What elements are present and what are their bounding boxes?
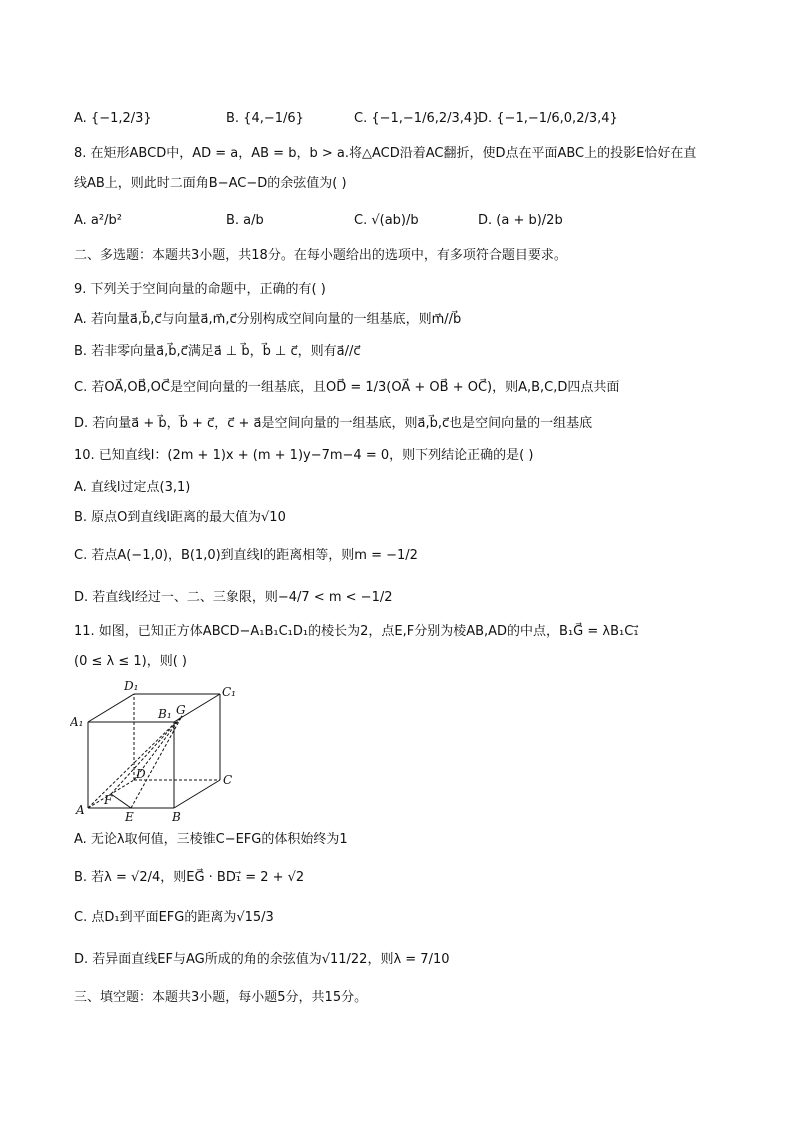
segment-f-g [111,716,182,794]
q7-option-b: B. {4,−1/6} [226,111,304,126]
q11-option-c: C. 点D₁到平面EFG的距离为√15/3 [74,910,274,925]
edge-a1-d1 [88,694,134,722]
q8-option-d: D. (a + b)/2b [478,213,563,228]
label-c: C [223,773,233,787]
label-d1: D₁ [124,679,139,693]
q7-option-c: C. {−1,−1/6,2/3,4} [354,111,481,126]
q9-option-c: C. 若OA⃗,OB⃗,OC⃗是空间向量的一组基底，且OD⃗ = 1/3(OA⃗ + OB⃗ + OC⃗)，则A,B,C,D四点共面 [74,380,620,395]
edge-b-c [174,780,220,808]
label-a: A [76,803,85,817]
q8-options [74,210,734,232]
label-a1: A₁ [70,715,84,729]
q11-stem-line2: (0 ≤ λ ≤ 1)，则( ) [74,654,187,669]
q9-option-d: D. 若向量a⃗ + b⃗，b⃗ + c⃗，c⃗ + a⃗是空间向量的一组基底，则a⃗,b⃗,c⃗也是空间向量的一组基底 [74,416,593,431]
q11-stem-line1: 11. 如图，已知正方体ABCD−A₁B₁C₁D₁的棱长为2，点E,F分别为棱AB,AD的中点，B₁G⃗ = λB₁C₁⃗ [74,624,639,639]
q8-stem-line2: 线AB上，则此时二面角B−AC−D的余弦值为( ) [74,176,347,191]
q10-option-d: D. 若直线l经过一、二、三象限，则−4/7 < m < −1/2 [74,590,393,605]
q9-option-b: B. 若非零向量a⃗,b⃗,c⃗满足a⃗ ⊥ b⃗，b⃗ ⊥ c⃗，则有a⃗//c⃗ [74,344,361,359]
q11-option-d: D. 若异面直线EF与AG所成的角的余弦值为√11/22，则λ = 7/10 [74,952,450,967]
label-b1: B₁ [158,707,172,721]
q7-option-a: A. {−1,2/3} [74,111,152,126]
q8-stem-line1: 8. 在矩形ABCD中，AD = a，AB = b，b > a.将△ACD沿着AC翻折，使D点在平面ABC上的投影E恰好在直 [74,146,697,161]
label-e: E [125,810,134,824]
q7-options [74,108,734,130]
label-c1: C₁ [222,685,236,699]
q10-stem: 10. 已知直线l：(2m + 1)x + (m + 1)y−7m−4 = 0，则下列结论正确的是( ) [74,448,534,463]
q7-option-d: D. {−1,−1/6,0,2/3,4} [478,111,618,126]
q9-stem: 9. 下列关于空间向量的命题中，正确的有( ) [74,282,326,297]
label-d: D [136,767,146,781]
q11-option-a: A. 无论λ取何值，三棱锥C−EFG的体积始终为1 [74,832,348,847]
q11-option-b: B. 若λ = √2/4，则EG⃗ · BD₁⃗ = 2 + √2 [74,870,305,885]
q10-option-a: A. 直线l过定点(3,1) [74,480,191,495]
q10-option-c: C. 若点A(−1,0)，B(1,0)到直线l的距离相等，则m = −1/2 [74,548,418,563]
section3-heading: 三、填空题：本题共3小题，每小题5分，共15分。 [74,990,368,1005]
label-b: B [172,810,181,824]
segment-e-f [111,794,131,808]
q8-option-b: B. a/b [226,213,264,228]
q9-option-a: A. 若向量a⃗,b⃗,c⃗与向量a⃗,m⃗,c⃗分别构成空间向量的一组基底，则m⃗//b⃗ [74,312,462,327]
segment-a-g [88,716,182,808]
label-f: F [104,793,113,807]
q8-option-a: A. a²/b² [74,213,122,228]
label-g: G [176,703,186,717]
q10-option-b: B. 原点O到直线l距离的最大值为√10 [74,510,286,525]
cube-figure [70,676,240,826]
q8-option-c: C. √(ab)/b [354,213,419,228]
section2-heading: 二、多选题：本题共3小题，共18分。在每小题给出的选项中，有多项符合题目要求。 [74,248,567,263]
